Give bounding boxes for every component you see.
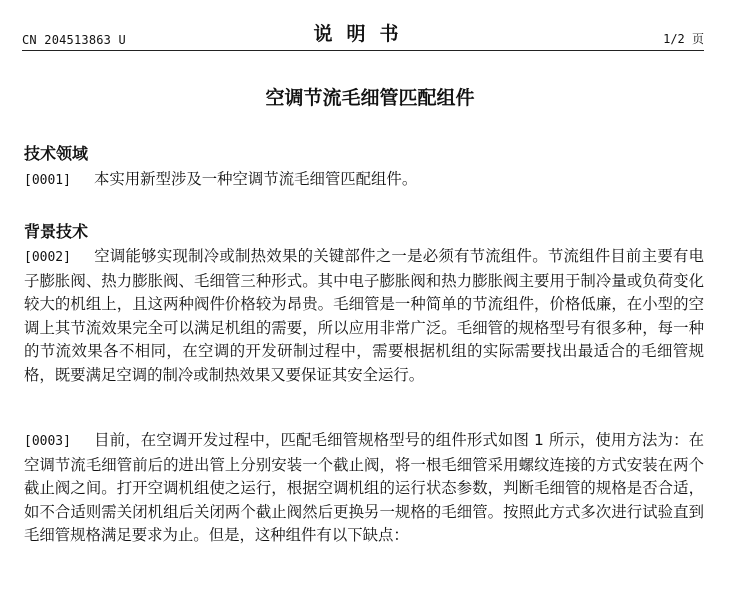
section-heading-technical-field: 技术领域 bbox=[24, 144, 89, 163]
paragraph-number: [0003] bbox=[24, 434, 71, 449]
section-title: 说明书 bbox=[313, 23, 413, 45]
page-number: 1/2 页 bbox=[663, 32, 704, 46]
patent-number: CN 204513863 U bbox=[22, 33, 126, 47]
page-header bbox=[22, 18, 704, 51]
paragraph-0002 bbox=[24, 245, 704, 387]
paragraph-0003 bbox=[24, 429, 704, 548]
paragraph-text: 空调能够实现制冷或制热效果的关键部件之一是必须有节流组件。节流组件目前主要有电子膨胀阀、热力膨胀阀、毛细管三种形式。其中电子膨胀阀和热力膨胀阀主要用于制冷量或负荷变化较大的机组上，且这两种阀件价格较为昂贵。毛细管是一种简单的节流组件，价格低廉，在小型的空调上其节流效果完全可以满足机组的需要，所以应用非常广泛。毛细管的规格型号有很多种，每一种的节流效果各不相同，在空调的开发研制过程中，需要根据机组的实际需要找出最适合的毛细管规格，既要满足空调的制冷或制热效果又要保证其安全运行。 bbox=[24, 247, 704, 384]
paragraph-number: [0001] bbox=[24, 173, 71, 188]
paragraph-text: 本实用新型涉及一种空调节流毛细管匹配组件。 bbox=[94, 170, 418, 188]
paragraph-text: 目前，在空调开发过程中，匹配毛细管规格型号的组件形式如图 1 所示，使用方法为：在空调节流毛细管前后的进出管上分别安装一个截止阀，将一根毛细管采用螺纹连接的方式安装在两个截止阀之间。打开空调机组使之运行，根据空调机组的运行状态参数，判断毛细管的规格是否合适，如不合适则需关闭机组后关闭两个截止阀然后更换另一规格的毛细管。按照此方式多次进行试验直到毛细管规格满足要求为止。但是，这种组件有以下缺点： bbox=[24, 431, 704, 544]
document-title: 空调节流毛细管匹配组件 bbox=[265, 87, 475, 109]
paragraph-0001 bbox=[24, 168, 704, 193]
section-heading-background: 背景技术 bbox=[24, 222, 89, 241]
paragraph-number: [0002] bbox=[24, 250, 71, 265]
